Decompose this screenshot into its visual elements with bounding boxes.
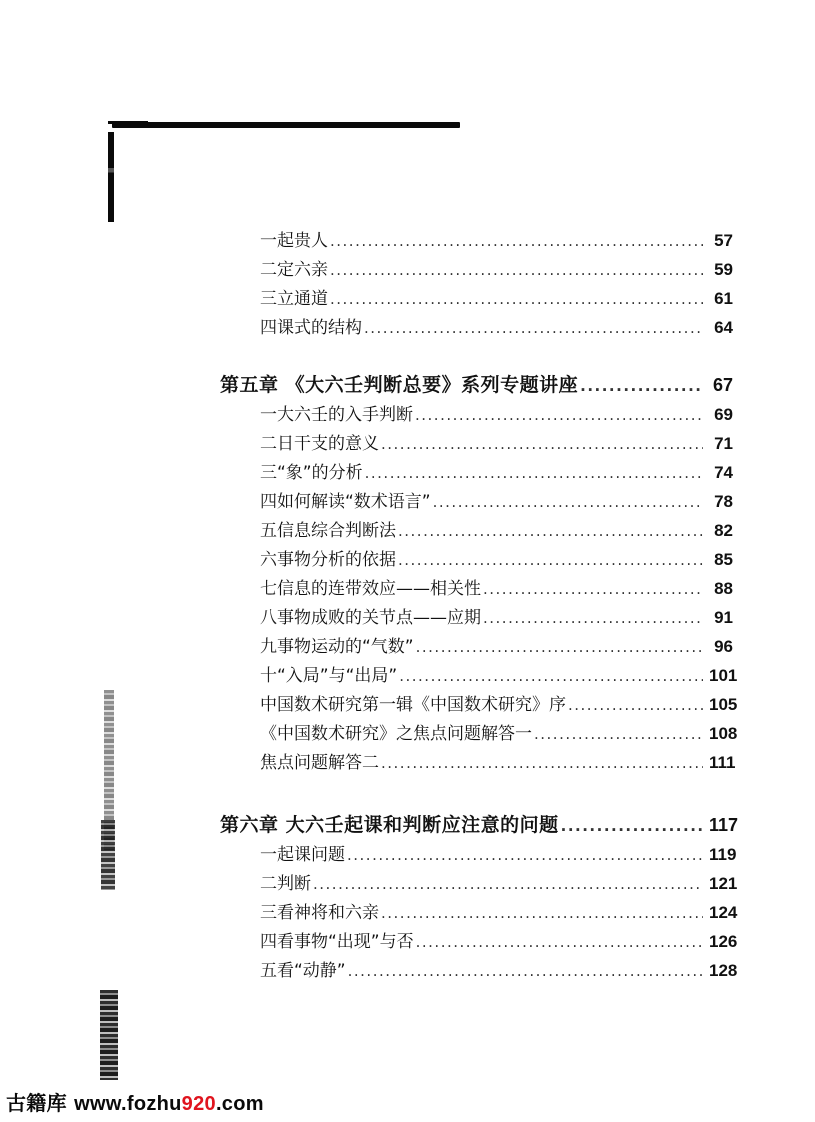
toc-entry-page: 69: [714, 405, 733, 424]
toc-entry[interactable]: [220, 518, 733, 544]
toc-entry-page: 71: [714, 434, 733, 453]
dot-leader: [364, 315, 703, 341]
toc-entry-number: 六: [260, 550, 277, 570]
toc-entry[interactable]: [220, 750, 736, 776]
toc-entry[interactable]: [220, 634, 733, 660]
watermark-url-number: 920: [181, 1093, 216, 1115]
toc-entry-number: 二: [260, 260, 277, 280]
toc-entry-page: 108: [709, 724, 738, 743]
toc-entry-title: 《中国数术研究》之焦点问题解答一: [260, 724, 532, 744]
toc-entry-number: 五: [260, 961, 277, 981]
dot-leader: [330, 286, 703, 312]
toc-entry-title: 事物成败的关节点——应期: [277, 608, 481, 628]
toc-entry-page: 57: [714, 231, 733, 250]
toc-entry-page: 59: [714, 260, 733, 279]
toc-entry-page: 78: [714, 492, 733, 511]
dot-leader: [433, 489, 703, 515]
dot-leader: [381, 431, 703, 457]
toc-entry-number: 四: [260, 318, 277, 338]
toc-entry[interactable]: [220, 402, 733, 428]
toc-chapter-heading[interactable]: [220, 812, 739, 838]
toc-entry[interactable]: [220, 900, 738, 926]
toc-entry-page: 64: [714, 318, 733, 337]
toc-entry[interactable]: [220, 871, 738, 897]
toc-entry-title: 焦点问题解答二: [260, 753, 379, 773]
toc-entry-title: 事物运动的“气数”: [277, 637, 414, 657]
toc-entry-title: “入局”与“出局”: [277, 666, 398, 686]
toc-entry-page: 124: [709, 903, 738, 922]
toc-entry[interactable]: [220, 605, 733, 631]
toc-entry-title: 起贵人: [277, 231, 328, 251]
dot-leader: [580, 373, 703, 399]
toc-entry-title: 看神将和六亲: [277, 903, 379, 923]
toc-entry-title: 中国数术研究第一辑《中国数术研究》序: [260, 695, 566, 715]
toc-entry[interactable]: [220, 257, 733, 283]
dot-leader: [330, 257, 703, 283]
toc-entry-page: 117: [709, 815, 739, 835]
dot-leader: [568, 692, 703, 718]
toc-entry-page: 101: [709, 666, 738, 685]
toc-entry-title: 事物分析的依据: [277, 550, 396, 570]
toc-entry[interactable]: [220, 663, 738, 689]
dot-leader: [398, 518, 703, 544]
toc-entry-title: 定六亲: [277, 260, 328, 280]
toc-entry-number: 二: [260, 874, 277, 894]
toc-entry-page: 126: [709, 932, 738, 951]
toc-entry[interactable]: [220, 547, 733, 573]
watermark-url-suffix: .com: [215, 1093, 264, 1115]
toc-entry-title: 日干支的意义: [277, 434, 379, 454]
toc-entry-number: 八: [260, 608, 277, 628]
scan-edge-mark: [101, 820, 115, 890]
toc-entry[interactable]: [220, 228, 733, 254]
dot-leader: [381, 900, 703, 926]
toc-entry[interactable]: [220, 929, 738, 955]
toc-entry-page: 91: [714, 608, 733, 627]
toc-entry-title: 看“动静”: [277, 961, 346, 981]
toc-entry-title: 看事物“出现”与否: [277, 932, 414, 952]
toc-entry-number: 一: [260, 231, 277, 251]
dot-leader: [347, 842, 703, 868]
toc-entry-page: 119: [709, 845, 737, 864]
toc-entry[interactable]: [220, 431, 733, 457]
toc-entry-title: 大六壬的入手判断: [277, 405, 413, 425]
toc-entry-number: 七: [260, 579, 277, 599]
dot-leader: [483, 605, 703, 631]
scan-border-left: [108, 132, 114, 222]
toc-entry-title: 起课问题: [277, 845, 345, 865]
toc-entry-page: 88: [714, 579, 733, 598]
scan-border-top: [112, 122, 460, 128]
toc-entry-number: 五: [260, 521, 277, 541]
toc-entry-page: 67: [712, 375, 733, 395]
toc-entry-page: 128: [709, 961, 738, 980]
toc-entry[interactable]: [220, 842, 737, 868]
toc-entry-page: 121: [709, 874, 738, 893]
toc-entry[interactable]: [220, 315, 733, 341]
toc-entry[interactable]: [220, 576, 733, 602]
dot-leader: [416, 929, 703, 955]
toc-entry-number: 三: [260, 289, 277, 309]
toc-entry-title: 信息综合判断法: [277, 521, 396, 541]
toc-entry-page: 105: [709, 695, 738, 714]
toc-chapter-heading[interactable]: [220, 372, 733, 398]
toc-entry-title: “象”的分析: [277, 463, 363, 483]
toc-entry-number: 一: [260, 405, 277, 425]
toc-entry-page: 96: [714, 637, 733, 656]
toc-entry[interactable]: [220, 489, 733, 515]
toc-entry-page: 74: [714, 463, 733, 482]
scan-edge-mark: [100, 990, 118, 1080]
toc-entry-page: 61: [714, 289, 733, 308]
dot-leader: [415, 402, 703, 428]
toc-entry-number: 一: [260, 845, 277, 865]
toc-entry-title: 课式的结构: [277, 318, 362, 338]
dot-leader: [381, 750, 703, 776]
dot-leader: [416, 634, 703, 660]
watermark-url: [74, 1093, 264, 1115]
dot-leader: [313, 871, 703, 897]
toc-entry[interactable]: [220, 460, 733, 486]
toc-entry-number: 四: [260, 492, 277, 512]
toc-entry-title: 立通道: [277, 289, 328, 309]
dot-leader: [534, 721, 703, 747]
toc-entry[interactable]: [220, 692, 738, 718]
toc-entry[interactable]: [220, 721, 738, 747]
toc-entry-number: 十: [260, 666, 277, 686]
dot-leader: [483, 576, 703, 602]
toc-entry[interactable]: [220, 958, 738, 984]
dot-leader: [330, 228, 703, 254]
toc-entry-number: 三: [260, 463, 277, 483]
chapter-title: 第六章 大六壬起课和判断应注意的问题: [220, 814, 559, 836]
dot-leader: [365, 460, 703, 486]
site-watermark: [6, 1087, 264, 1116]
toc-entry-number: 九: [260, 637, 277, 657]
toc-entry-page: 111: [709, 753, 736, 772]
dot-leader: [561, 813, 703, 839]
toc-entry-title: 信息的连带效应——相关性: [277, 579, 481, 599]
toc-entry-title: 判断: [277, 874, 311, 894]
toc-entry-page: 85: [714, 550, 733, 569]
dot-leader: [399, 663, 703, 689]
watermark-site-name: 古籍库: [6, 1091, 67, 1115]
toc-entry-title: 如何解读“数术语言”: [277, 492, 431, 512]
toc-entry-page: 82: [714, 521, 733, 540]
toc-entry[interactable]: [220, 286, 733, 312]
toc-entry-number: 四: [260, 932, 277, 952]
watermark-url-prefix: www.fozhu: [74, 1093, 182, 1115]
chapter-title: 第五章 《大六壬判断总要》系列专题讲座: [220, 374, 579, 396]
dot-leader: [398, 547, 703, 573]
toc-entry-number: 二: [260, 434, 277, 454]
toc-entry-number: 三: [260, 903, 277, 923]
dot-leader: [348, 958, 703, 984]
